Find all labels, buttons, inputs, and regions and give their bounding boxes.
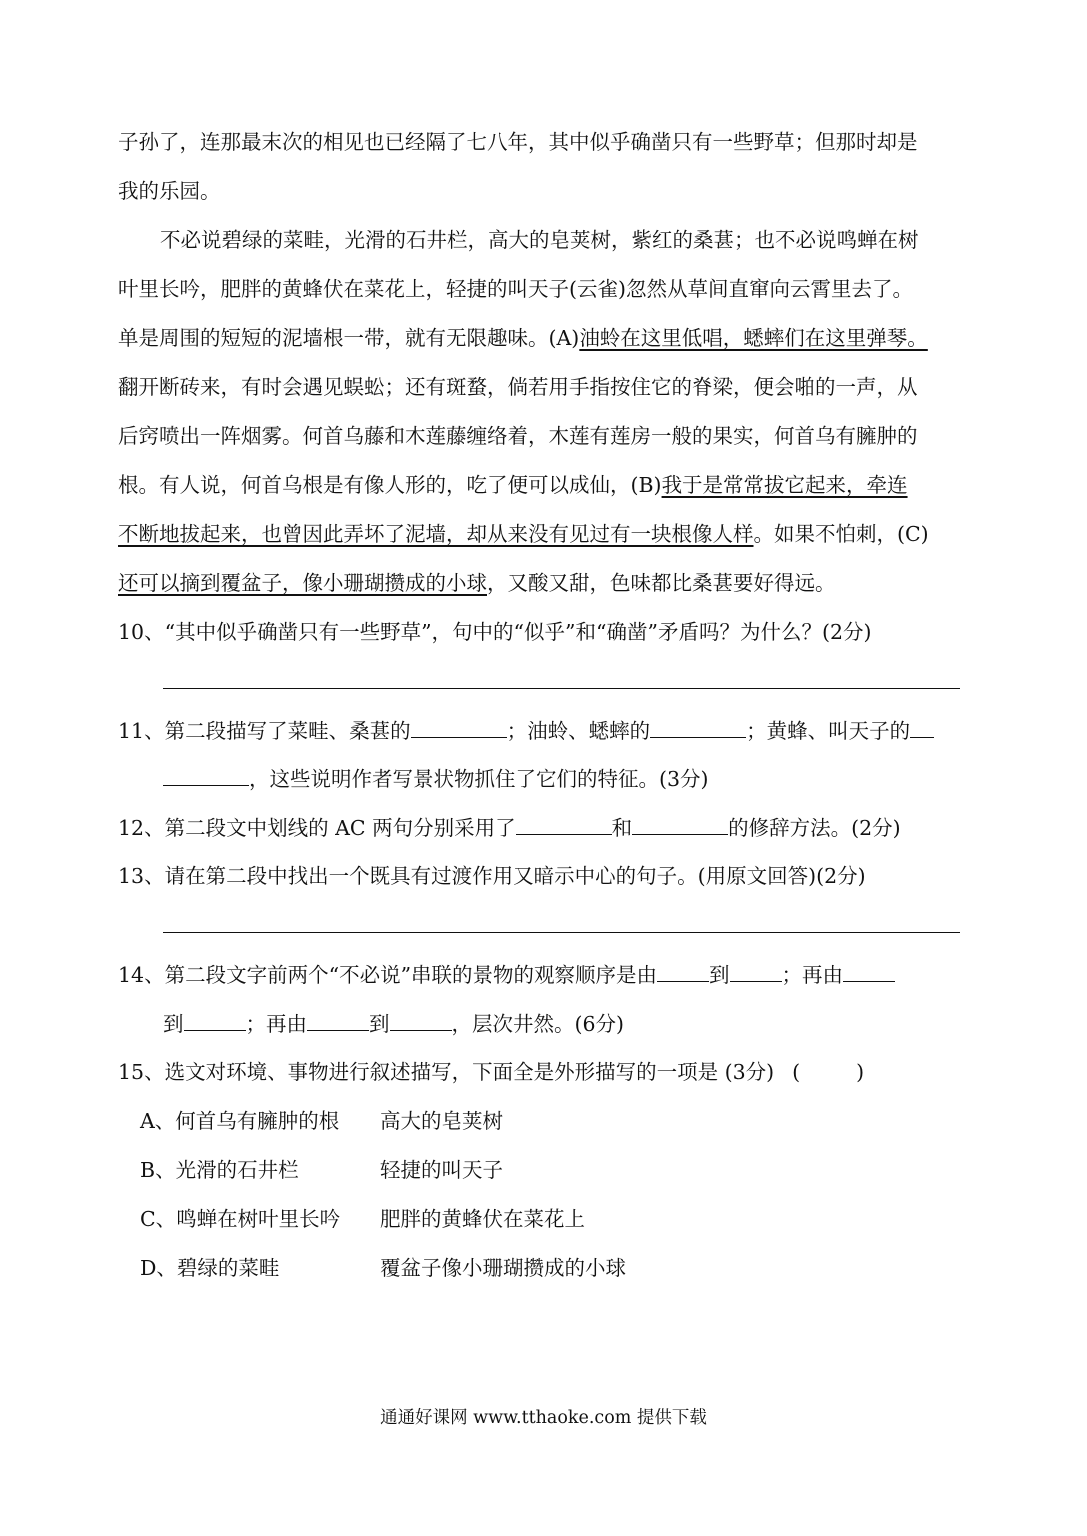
passage-line: 翻开断砖来，有时会遇见蜈蚣；还有斑蝥，倘若用手指按住它的脊梁，便会啪的一声，从	[118, 375, 918, 399]
answer-line-q13[interactable]	[163, 932, 960, 933]
option-text: 覆盆子像小珊瑚攒成的小球	[380, 1256, 626, 1280]
question-text: 到	[369, 1012, 390, 1036]
option-text: 轻捷的叫天子	[380, 1158, 503, 1182]
question-text: ，层次井然。(6分)	[451, 1012, 625, 1036]
question-text: ，这些说明作者写景状物抓住了它们的特征。(3分)	[249, 767, 709, 791]
option-label: A、何首乌有臃肿的根	[140, 1109, 340, 1133]
blank-q14-3[interactable]	[843, 959, 895, 982]
passage-line	[118, 470, 908, 500]
question-12	[118, 812, 901, 843]
question-text: ；再由	[781, 963, 844, 987]
underlined-sentence-a: 油蛉在这里低唱，蟋蟀们在这里弹琴。	[579, 326, 928, 350]
question-14	[118, 959, 895, 990]
question-15	[118, 1057, 864, 1087]
answer-paren-close: )	[856, 1060, 865, 1084]
blank-q14-2[interactable]	[730, 959, 782, 982]
option-c[interactable]	[140, 1204, 585, 1234]
option-label: C、鸣蝉在树叶里长吟	[140, 1207, 341, 1231]
underlined-sentence-c: 还可以摘到覆盆子，像小珊瑚攒成的小球	[118, 571, 487, 595]
question-text: 的修辞方法。(2分)	[728, 816, 901, 840]
option-a[interactable]	[140, 1106, 503, 1136]
option-text: 肥胖的黄蜂伏在菜花上	[380, 1207, 585, 1231]
passage-line: 叶里长吟，肥胖的黄蜂伏在菜花上，轻捷的叫天子(云雀)忽然从草间直窜向云霄里去了。	[118, 277, 913, 301]
question-11-cont	[163, 763, 709, 794]
question-text: 到	[163, 1012, 184, 1036]
passage-line	[118, 519, 929, 549]
question-11	[118, 715, 934, 746]
blank-q11-3-cont[interactable]	[163, 763, 249, 786]
passage-text: 。如果不怕刺，(C)	[753, 522, 929, 546]
passage-text: 单是周围的短短的泥墙根一带，就有无限趣味。(A)	[118, 326, 580, 350]
option-label: B、光滑的石井栏	[140, 1158, 299, 1182]
option-text: 高大的皂荚树	[380, 1109, 503, 1133]
blank-q11-1[interactable]	[411, 715, 507, 738]
blank-q12-1[interactable]	[516, 812, 612, 835]
answer-line-q10[interactable]	[163, 688, 960, 689]
blank-q14-1[interactable]	[657, 959, 709, 982]
underlined-sentence-b-cont: 不断地拔起来，也曾因此弄坏了泥墙，却从来没有见过有一块根像人样	[118, 522, 754, 546]
passage-line: 子孙了，连那最末次的相见也已经隔了七八年，其中似乎确凿只有一些野草；但那时却是	[118, 130, 918, 154]
passage-line: 后窍喷出一阵烟雾。何首乌藤和木莲藤缠络着，木莲有莲房一般的果实，何首乌有臃肿的	[118, 424, 918, 448]
page-footer: 通通好课网 www.tthaoke.com 提供下载	[380, 1408, 707, 1428]
question-13: 13、请在第二段中找出一个既具有过渡作用又暗示中心的句子。(用原文回答)(2分)	[118, 864, 866, 888]
passage-line	[118, 568, 836, 598]
question-10: 10、“其中似乎确凿只有一些野草”，句中的“似乎”和“确凿”矛盾吗？为什么？(2分)	[118, 620, 872, 644]
question-text: 12、第二段文中划线的 AC 两句分别采用了	[118, 816, 516, 840]
question-text: 11、第二段描写了菜畦、桑葚的	[118, 719, 411, 743]
option-label: D、碧绿的菜畦	[140, 1256, 280, 1280]
question-text: 14、第二段文字前两个“不必说”串联的景物的观察顺序是由	[118, 963, 658, 987]
question-text: ；黄蜂、叫天子的	[746, 719, 911, 743]
option-b[interactable]	[140, 1155, 503, 1185]
passage-line	[118, 323, 928, 353]
blank-q12-2[interactable]	[632, 812, 728, 835]
blank-q14-4[interactable]	[184, 1008, 246, 1031]
blank-q14-6[interactable]	[390, 1008, 452, 1031]
passage-text: 根。有人说，何首乌根是有像人形的，吃了便可以成仙，(B)	[118, 473, 662, 497]
blank-q11-2[interactable]	[650, 715, 746, 738]
answer-paren-open: (	[792, 1060, 801, 1084]
option-d[interactable]	[140, 1253, 626, 1283]
underlined-sentence-b: 我于是常常拔它起来，牵连	[661, 473, 908, 497]
question-text: ；再由	[245, 1012, 307, 1036]
blank-q11-3[interactable]	[910, 715, 934, 738]
question-text: ；油蛉、蟋蟀的	[506, 719, 651, 743]
passage-line: 不必说碧绿的菜畦，光滑的石井栏，高大的皂荚树，紫红的桑葚；也不必说鸣蝉在树	[160, 228, 919, 252]
passage-text: ，又酸又甜，色味都比桑葚要好得远。	[487, 571, 836, 595]
passage-line: 我的乐园。	[118, 179, 221, 203]
question-text: 和	[611, 816, 633, 840]
blank-q14-5[interactable]	[307, 1008, 369, 1031]
question-14-cont	[163, 1008, 624, 1039]
question-text: 到	[709, 963, 730, 987]
question-text: 15、选文对环境、事物进行叙述描写，下面全是外形描写的一项是 (3分)	[118, 1060, 775, 1084]
